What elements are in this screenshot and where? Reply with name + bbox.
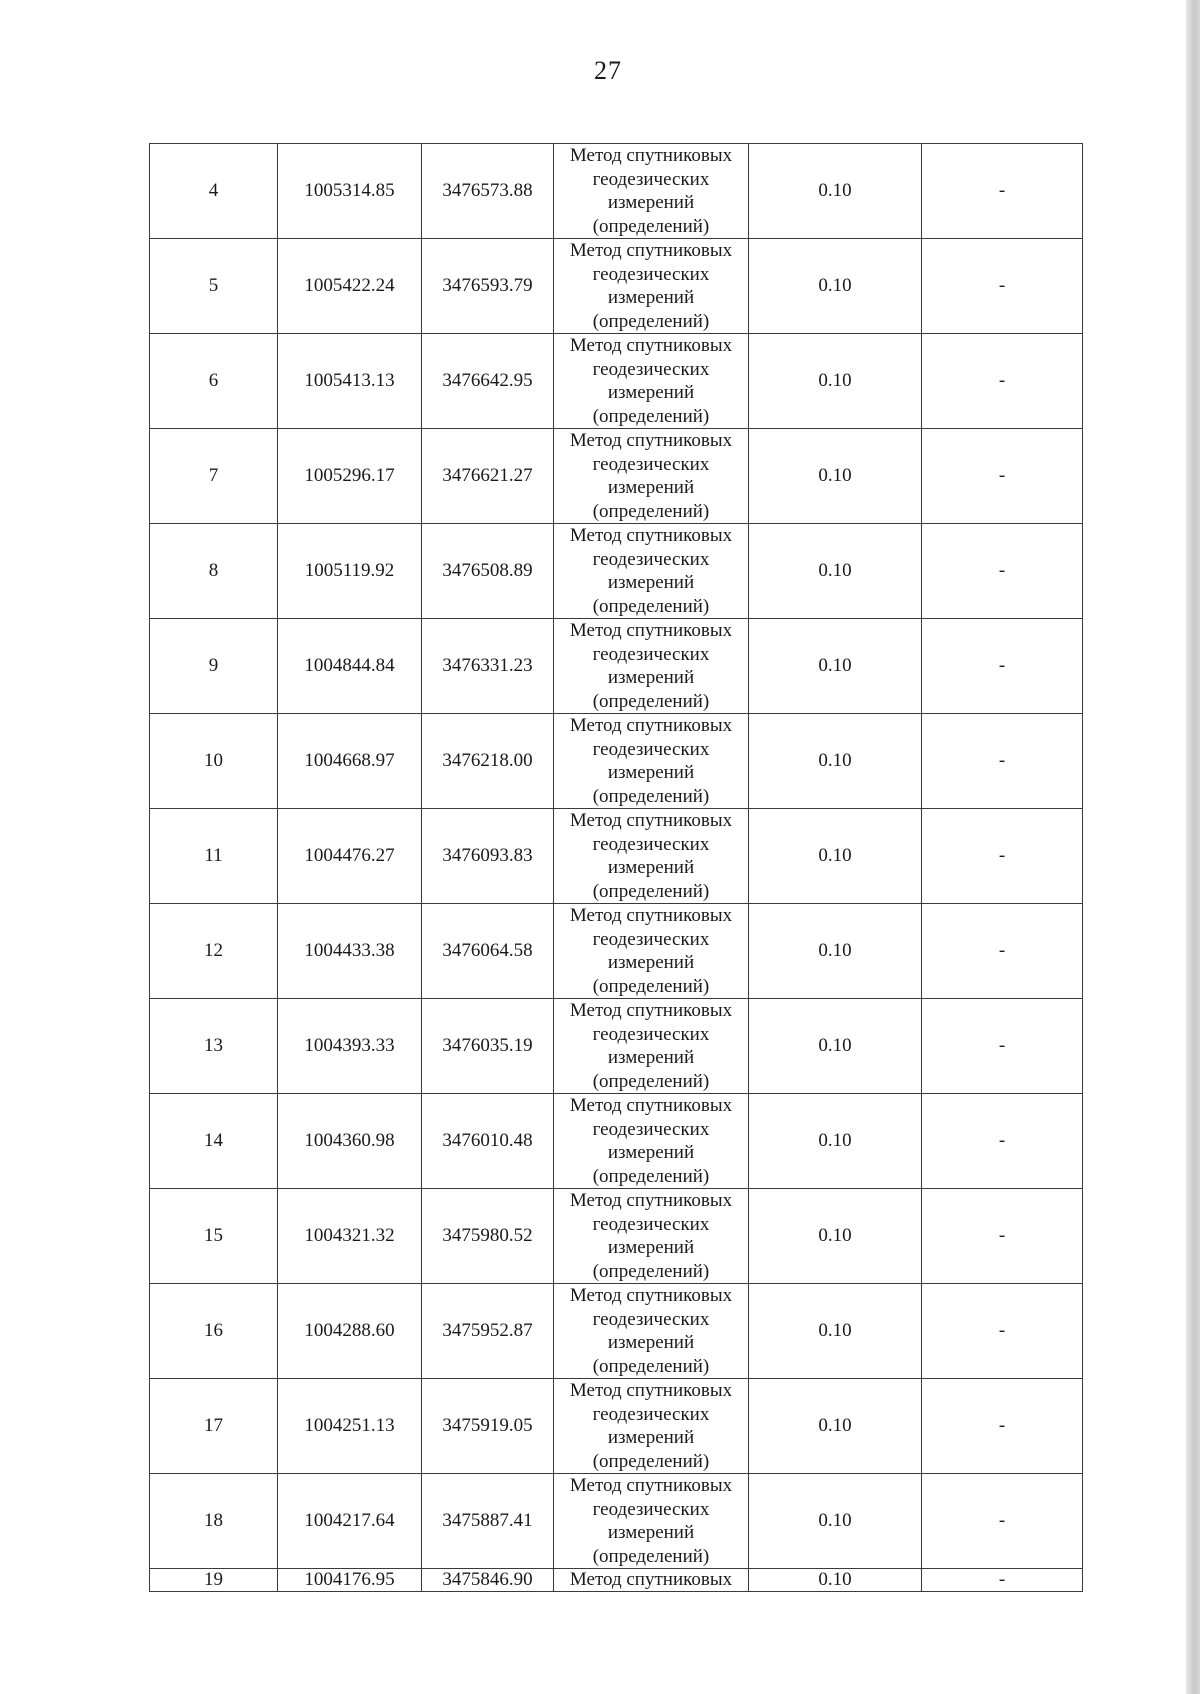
method-cell	[554, 619, 749, 714]
y-coordinate-cell: 3475980.52	[422, 1189, 554, 1284]
accuracy-cell: 0.10	[749, 524, 922, 619]
note-cell: -	[922, 904, 1083, 999]
method-line: (определений)	[592, 1070, 710, 1092]
method-line: геодезических	[592, 548, 710, 570]
y-coordinate-cell: 3476010.48	[422, 1094, 554, 1189]
method-line: геодезических	[592, 168, 710, 190]
method-line: геодезических	[592, 928, 710, 950]
method-line: (определений)	[592, 785, 710, 807]
table-row	[150, 334, 1083, 429]
method-line: Метод спутниковых	[569, 145, 733, 166]
method-line: (определений)	[592, 215, 710, 237]
method-line: измерений	[607, 1522, 695, 1543]
method-line: Метод спутниковых	[569, 1000, 733, 1021]
table-row	[150, 524, 1083, 619]
method-cell	[554, 334, 749, 429]
x-coordinate-cell: 1004321.32	[278, 1189, 422, 1284]
method-line: (определений)	[592, 1355, 710, 1377]
x-coordinate-cell: 1004668.97	[278, 714, 422, 809]
accuracy-cell: 0.10	[749, 1569, 922, 1592]
method-cell	[554, 524, 749, 619]
y-coordinate-cell: 3476573.88	[422, 144, 554, 239]
method-line: геодезических	[592, 1308, 710, 1330]
x-coordinate-cell: 1005314.85	[278, 144, 422, 239]
point-number-cell: 8	[150, 524, 278, 619]
x-coordinate-cell: 1004360.98	[278, 1094, 422, 1189]
y-coordinate-cell: 3476331.23	[422, 619, 554, 714]
point-number-cell: 19	[150, 1569, 278, 1592]
accuracy-cell: 0.10	[749, 1094, 922, 1189]
method-cell	[554, 1379, 749, 1474]
note-cell: -	[922, 144, 1083, 239]
method-cell	[554, 714, 749, 809]
point-number-cell: 12	[150, 904, 278, 999]
note-cell: -	[922, 809, 1083, 904]
note-cell: -	[922, 239, 1083, 334]
note-cell: -	[922, 714, 1083, 809]
method-line: геодезических	[592, 738, 710, 760]
method-line: измерений	[607, 857, 695, 878]
y-coordinate-cell: 3476642.95	[422, 334, 554, 429]
note-cell: -	[922, 1189, 1083, 1284]
point-number-cell: 9	[150, 619, 278, 714]
method-line: геодезических	[592, 263, 710, 285]
method-line: Метод спутниковых	[569, 525, 733, 546]
method-line: (определений)	[592, 1165, 710, 1187]
method-line: геодезических	[592, 1498, 710, 1520]
table-row	[150, 1189, 1083, 1284]
table-row	[150, 1284, 1083, 1379]
table-row	[150, 1379, 1083, 1474]
method-cell	[554, 1284, 749, 1379]
point-number-cell: 7	[150, 429, 278, 524]
method-cell: Метод спутниковых	[554, 1569, 749, 1592]
method-line: измерений	[607, 572, 695, 593]
point-number-cell: 5	[150, 239, 278, 334]
accuracy-cell: 0.10	[749, 619, 922, 714]
note-cell: -	[922, 429, 1083, 524]
point-number-cell: 13	[150, 999, 278, 1094]
table-row	[150, 999, 1083, 1094]
x-coordinate-cell: 1005413.13	[278, 334, 422, 429]
method-line: геодезических	[592, 1118, 710, 1140]
method-line: геодезических	[592, 833, 710, 855]
accuracy-cell: 0.10	[749, 429, 922, 524]
coordinates-table-body	[150, 144, 1083, 1592]
method-line: измерений	[607, 287, 695, 308]
accuracy-cell: 0.10	[749, 334, 922, 429]
note-cell: -	[922, 999, 1083, 1094]
method-line: (определений)	[592, 1545, 710, 1567]
table-row	[150, 904, 1083, 999]
method-cell	[554, 144, 749, 239]
x-coordinate-cell: 1004288.60	[278, 1284, 422, 1379]
coordinates-table	[149, 143, 1083, 1592]
method-line: (определений)	[592, 690, 710, 712]
accuracy-cell: 0.10	[749, 904, 922, 999]
method-line: (определений)	[592, 880, 710, 902]
method-line: (определений)	[592, 500, 710, 522]
method-line: измерений	[607, 382, 695, 403]
y-coordinate-cell: 3476621.27	[422, 429, 554, 524]
method-line: измерений	[607, 952, 695, 973]
method-line: Метод спутниковых	[569, 905, 733, 926]
y-coordinate-cell: 3475919.05	[422, 1379, 554, 1474]
y-coordinate-cell: 3476508.89	[422, 524, 554, 619]
note-cell: -	[922, 1284, 1083, 1379]
accuracy-cell: 0.10	[749, 1284, 922, 1379]
note-cell: -	[922, 1379, 1083, 1474]
x-coordinate-cell: 1004217.64	[278, 1474, 422, 1569]
note-cell: -	[922, 1094, 1083, 1189]
page-number: 27	[594, 56, 622, 85]
method-cell	[554, 1474, 749, 1569]
table-row	[150, 144, 1083, 239]
method-line: геодезических	[592, 1023, 710, 1045]
point-number-cell: 6	[150, 334, 278, 429]
accuracy-cell: 0.10	[749, 144, 922, 239]
note-cell: -	[922, 1474, 1083, 1569]
method-cell	[554, 239, 749, 334]
method-cell	[554, 999, 749, 1094]
method-line: измерений	[607, 667, 695, 688]
y-coordinate-cell: 3475887.41	[422, 1474, 554, 1569]
table-row	[150, 809, 1083, 904]
y-coordinate-cell: 3476035.19	[422, 999, 554, 1094]
x-coordinate-cell: 1004251.13	[278, 1379, 422, 1474]
table-row	[150, 714, 1083, 809]
accuracy-cell: 0.10	[749, 1379, 922, 1474]
method-cell	[554, 429, 749, 524]
accuracy-cell: 0.10	[749, 239, 922, 334]
accuracy-cell: 0.10	[749, 1474, 922, 1569]
method-line: измерений	[607, 762, 695, 783]
method-line: Метод спутниковых	[569, 1190, 733, 1211]
accuracy-cell: 0.10	[749, 714, 922, 809]
y-coordinate-cell: 3476218.00	[422, 714, 554, 809]
table-row	[150, 429, 1083, 524]
method-line: (определений)	[592, 310, 710, 332]
method-cell	[554, 1189, 749, 1284]
y-coordinate-cell: 3475846.90	[422, 1569, 554, 1592]
method-line: измерений	[607, 1047, 695, 1068]
method-line: Метод спутниковых	[569, 715, 733, 736]
x-coordinate-cell: 1005119.92	[278, 524, 422, 619]
y-coordinate-cell: 3476093.83	[422, 809, 554, 904]
method-line: (определений)	[592, 1450, 710, 1472]
method-line: геодезических	[592, 453, 710, 475]
point-number-cell: 14	[150, 1094, 278, 1189]
method-line: измерений	[607, 1427, 695, 1448]
table-row	[150, 1474, 1083, 1569]
note-cell: -	[922, 524, 1083, 619]
y-coordinate-cell: 3476064.58	[422, 904, 554, 999]
method-line: (определений)	[592, 975, 710, 997]
y-coordinate-cell: 3476593.79	[422, 239, 554, 334]
method-line: Метод спутниковых	[569, 240, 733, 261]
method-line: измерений	[607, 1237, 695, 1258]
method-line: Метод спутниковых	[569, 810, 733, 831]
method-line: геодезических	[592, 1213, 710, 1235]
point-number-cell: 11	[150, 809, 278, 904]
scanned-page-edge	[1186, 0, 1200, 1694]
method-line: Метод спутниковых	[569, 1475, 733, 1496]
point-number-cell: 17	[150, 1379, 278, 1474]
accuracy-cell: 0.10	[749, 1189, 922, 1284]
table-row	[150, 619, 1083, 714]
table-row	[150, 239, 1083, 334]
method-line: измерений	[607, 1332, 695, 1353]
method-line: измерений	[607, 1142, 695, 1163]
table-row	[150, 1094, 1083, 1189]
accuracy-cell: 0.10	[749, 809, 922, 904]
note-cell: -	[922, 619, 1083, 714]
method-cell	[554, 809, 749, 904]
method-line: Метод спутниковых	[569, 430, 733, 451]
method-line: геодезических	[592, 1403, 710, 1425]
method-line: измерений	[607, 192, 695, 213]
point-number-cell: 4	[150, 144, 278, 239]
y-coordinate-cell: 3475952.87	[422, 1284, 554, 1379]
method-line: Метод спутниковых	[569, 1285, 733, 1306]
method-line: геодезических	[592, 643, 710, 665]
x-coordinate-cell: 1005296.17	[278, 429, 422, 524]
x-coordinate-cell: 1004176.95	[278, 1569, 422, 1592]
x-coordinate-cell: 1004393.33	[278, 999, 422, 1094]
x-coordinate-cell: 1004476.27	[278, 809, 422, 904]
method-line: геодезических	[592, 358, 710, 380]
x-coordinate-cell: 1005422.24	[278, 239, 422, 334]
method-line: Метод спутниковых	[569, 335, 733, 356]
method-line: Метод спутниковых	[569, 1380, 733, 1401]
method-cell	[554, 904, 749, 999]
accuracy-cell: 0.10	[749, 999, 922, 1094]
method-line: Метод спутниковых	[569, 620, 733, 641]
note-cell: -	[922, 334, 1083, 429]
method-line: (определений)	[592, 405, 710, 427]
x-coordinate-cell: 1004844.84	[278, 619, 422, 714]
point-number-cell: 10	[150, 714, 278, 809]
point-number-cell: 15	[150, 1189, 278, 1284]
method-line: (определений)	[592, 595, 710, 617]
method-line: измерений	[607, 477, 695, 498]
method-cell	[554, 1094, 749, 1189]
note-cell: -	[922, 1569, 1083, 1592]
x-coordinate-cell: 1004433.38	[278, 904, 422, 999]
table-row	[150, 1569, 1083, 1592]
point-number-cell: 18	[150, 1474, 278, 1569]
method-line: Метод спутниковых	[569, 1095, 733, 1116]
method-line: (определений)	[592, 1260, 710, 1282]
point-number-cell: 16	[150, 1284, 278, 1379]
